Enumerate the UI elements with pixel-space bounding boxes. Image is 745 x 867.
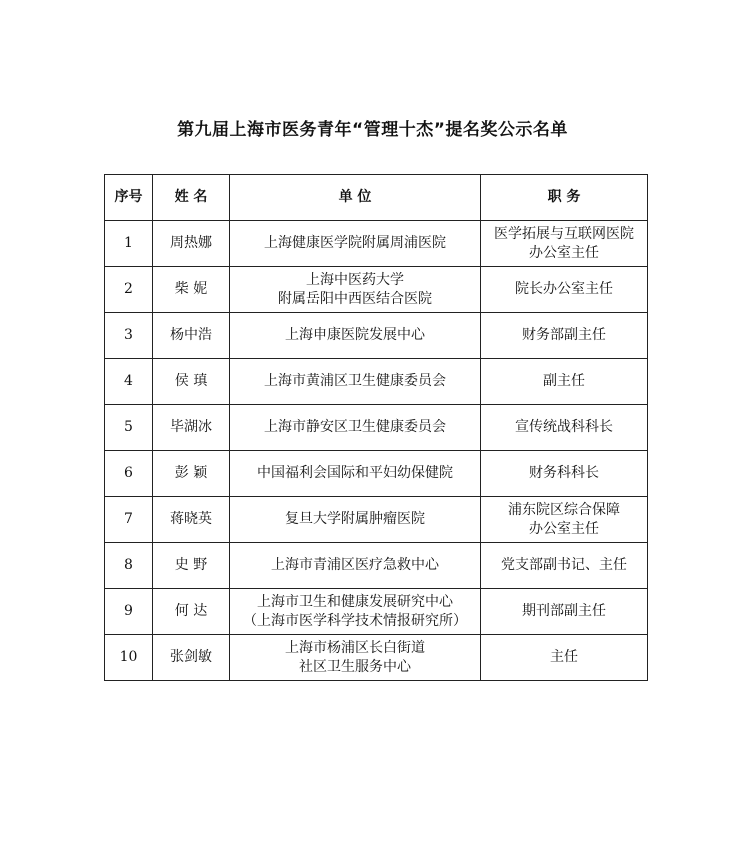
cell-unit-line: 上海申康医院发展中心 [285,327,425,343]
cell-title-line: 院长办公室主任 [515,281,613,297]
cell-title-line: 期刊部副主任 [522,603,606,619]
cell-title [481,635,648,681]
cell-no: 1 [105,221,153,267]
cell-title [481,359,648,405]
cell-name: 柴 妮 [153,267,230,313]
cell-title-line: 浦东院区综合保障 [508,501,620,518]
cell-unit [230,313,481,359]
cell-unit-line: 上海健康医学院附属周浦医院 [264,235,446,251]
cell-title-line: 副主任 [543,373,585,389]
table-header-row [105,175,648,221]
cell-unit [230,589,481,635]
cell-title [481,221,648,267]
page-title: 第九届上海市医务青年“管理十杰”提名奖公示名单 [177,120,568,140]
cell-name: 杨中浩 [153,313,230,359]
table-row [105,543,648,589]
nominee-table [104,174,648,681]
cell-name: 侯 瑱 [153,359,230,405]
cell-name: 何 达 [153,589,230,635]
table-row [105,221,648,267]
header-unit: 单 位 [230,175,481,221]
cell-title-line: 财务科科长 [529,465,599,481]
cell-unit [230,267,481,313]
cell-unit-line: 中国福利会国际和平妇幼保健院 [257,465,453,481]
cell-unit [230,635,481,681]
cell-title-line: 办公室主任 [529,244,599,261]
cell-name: 彭 颖 [153,451,230,497]
cell-name: 毕湖冰 [153,405,230,451]
cell-unit-line: 上海中医药大学 [306,271,404,288]
table-row [105,313,648,359]
header-no: 序号 [105,175,153,221]
cell-no: 4 [105,359,153,405]
cell-unit-line: 复旦大学附属肿瘤医院 [285,511,425,527]
cell-name: 蒋晓英 [153,497,230,543]
cell-unit [230,451,481,497]
header-title: 职 务 [481,175,648,221]
cell-no: 5 [105,405,153,451]
cell-title-line: 办公室主任 [529,520,599,537]
cell-title [481,451,648,497]
cell-title [481,267,648,313]
cell-title-line: 党支部副书记、主任 [501,557,627,573]
table-row [105,589,648,635]
cell-unit [230,543,481,589]
header-name: 姓 名 [153,175,230,221]
cell-title-line: 主任 [550,649,578,665]
cell-unit [230,221,481,267]
cell-no: 10 [105,635,153,681]
cell-unit-line: 社区卫生服务中心 [299,658,411,675]
cell-unit-line: 上海市静安区卫生健康委员会 [264,419,446,435]
cell-unit-line: 上海市杨浦区长白街道 [285,639,425,656]
cell-no: 2 [105,267,153,313]
cell-unit [230,405,481,451]
cell-unit-line: 上海市黄浦区卫生健康委员会 [264,373,446,389]
table-row [105,497,648,543]
cell-no: 7 [105,497,153,543]
cell-name: 史 野 [153,543,230,589]
cell-title [481,543,648,589]
cell-no: 8 [105,543,153,589]
cell-no: 6 [105,451,153,497]
cell-unit-line: 上海市卫生和健康发展研究中心 [257,593,453,610]
table-row [105,405,648,451]
cell-title [481,313,648,359]
cell-no: 3 [105,313,153,359]
cell-unit [230,359,481,405]
table-row [105,267,648,313]
cell-title [481,405,648,451]
cell-unit-line: 附属岳阳中西医结合医院 [278,290,432,307]
cell-no: 9 [105,589,153,635]
cell-unit-line: （上海市医学科学技术情报研究所） [243,612,467,629]
table-body [105,221,648,681]
cell-title-line: 宣传统战科科长 [515,419,613,435]
cell-title-line: 医学拓展与互联网医院 [494,225,634,242]
cell-name: 张剑敏 [153,635,230,681]
cell-unit [230,497,481,543]
table-row [105,451,648,497]
cell-unit-line: 上海市青浦区医疗急救中心 [271,557,439,573]
table-row [105,359,648,405]
cell-title-line: 财务部副主任 [522,327,606,343]
cell-title [481,497,648,543]
table-row [105,635,648,681]
cell-title [481,589,648,635]
cell-name: 周热娜 [153,221,230,267]
